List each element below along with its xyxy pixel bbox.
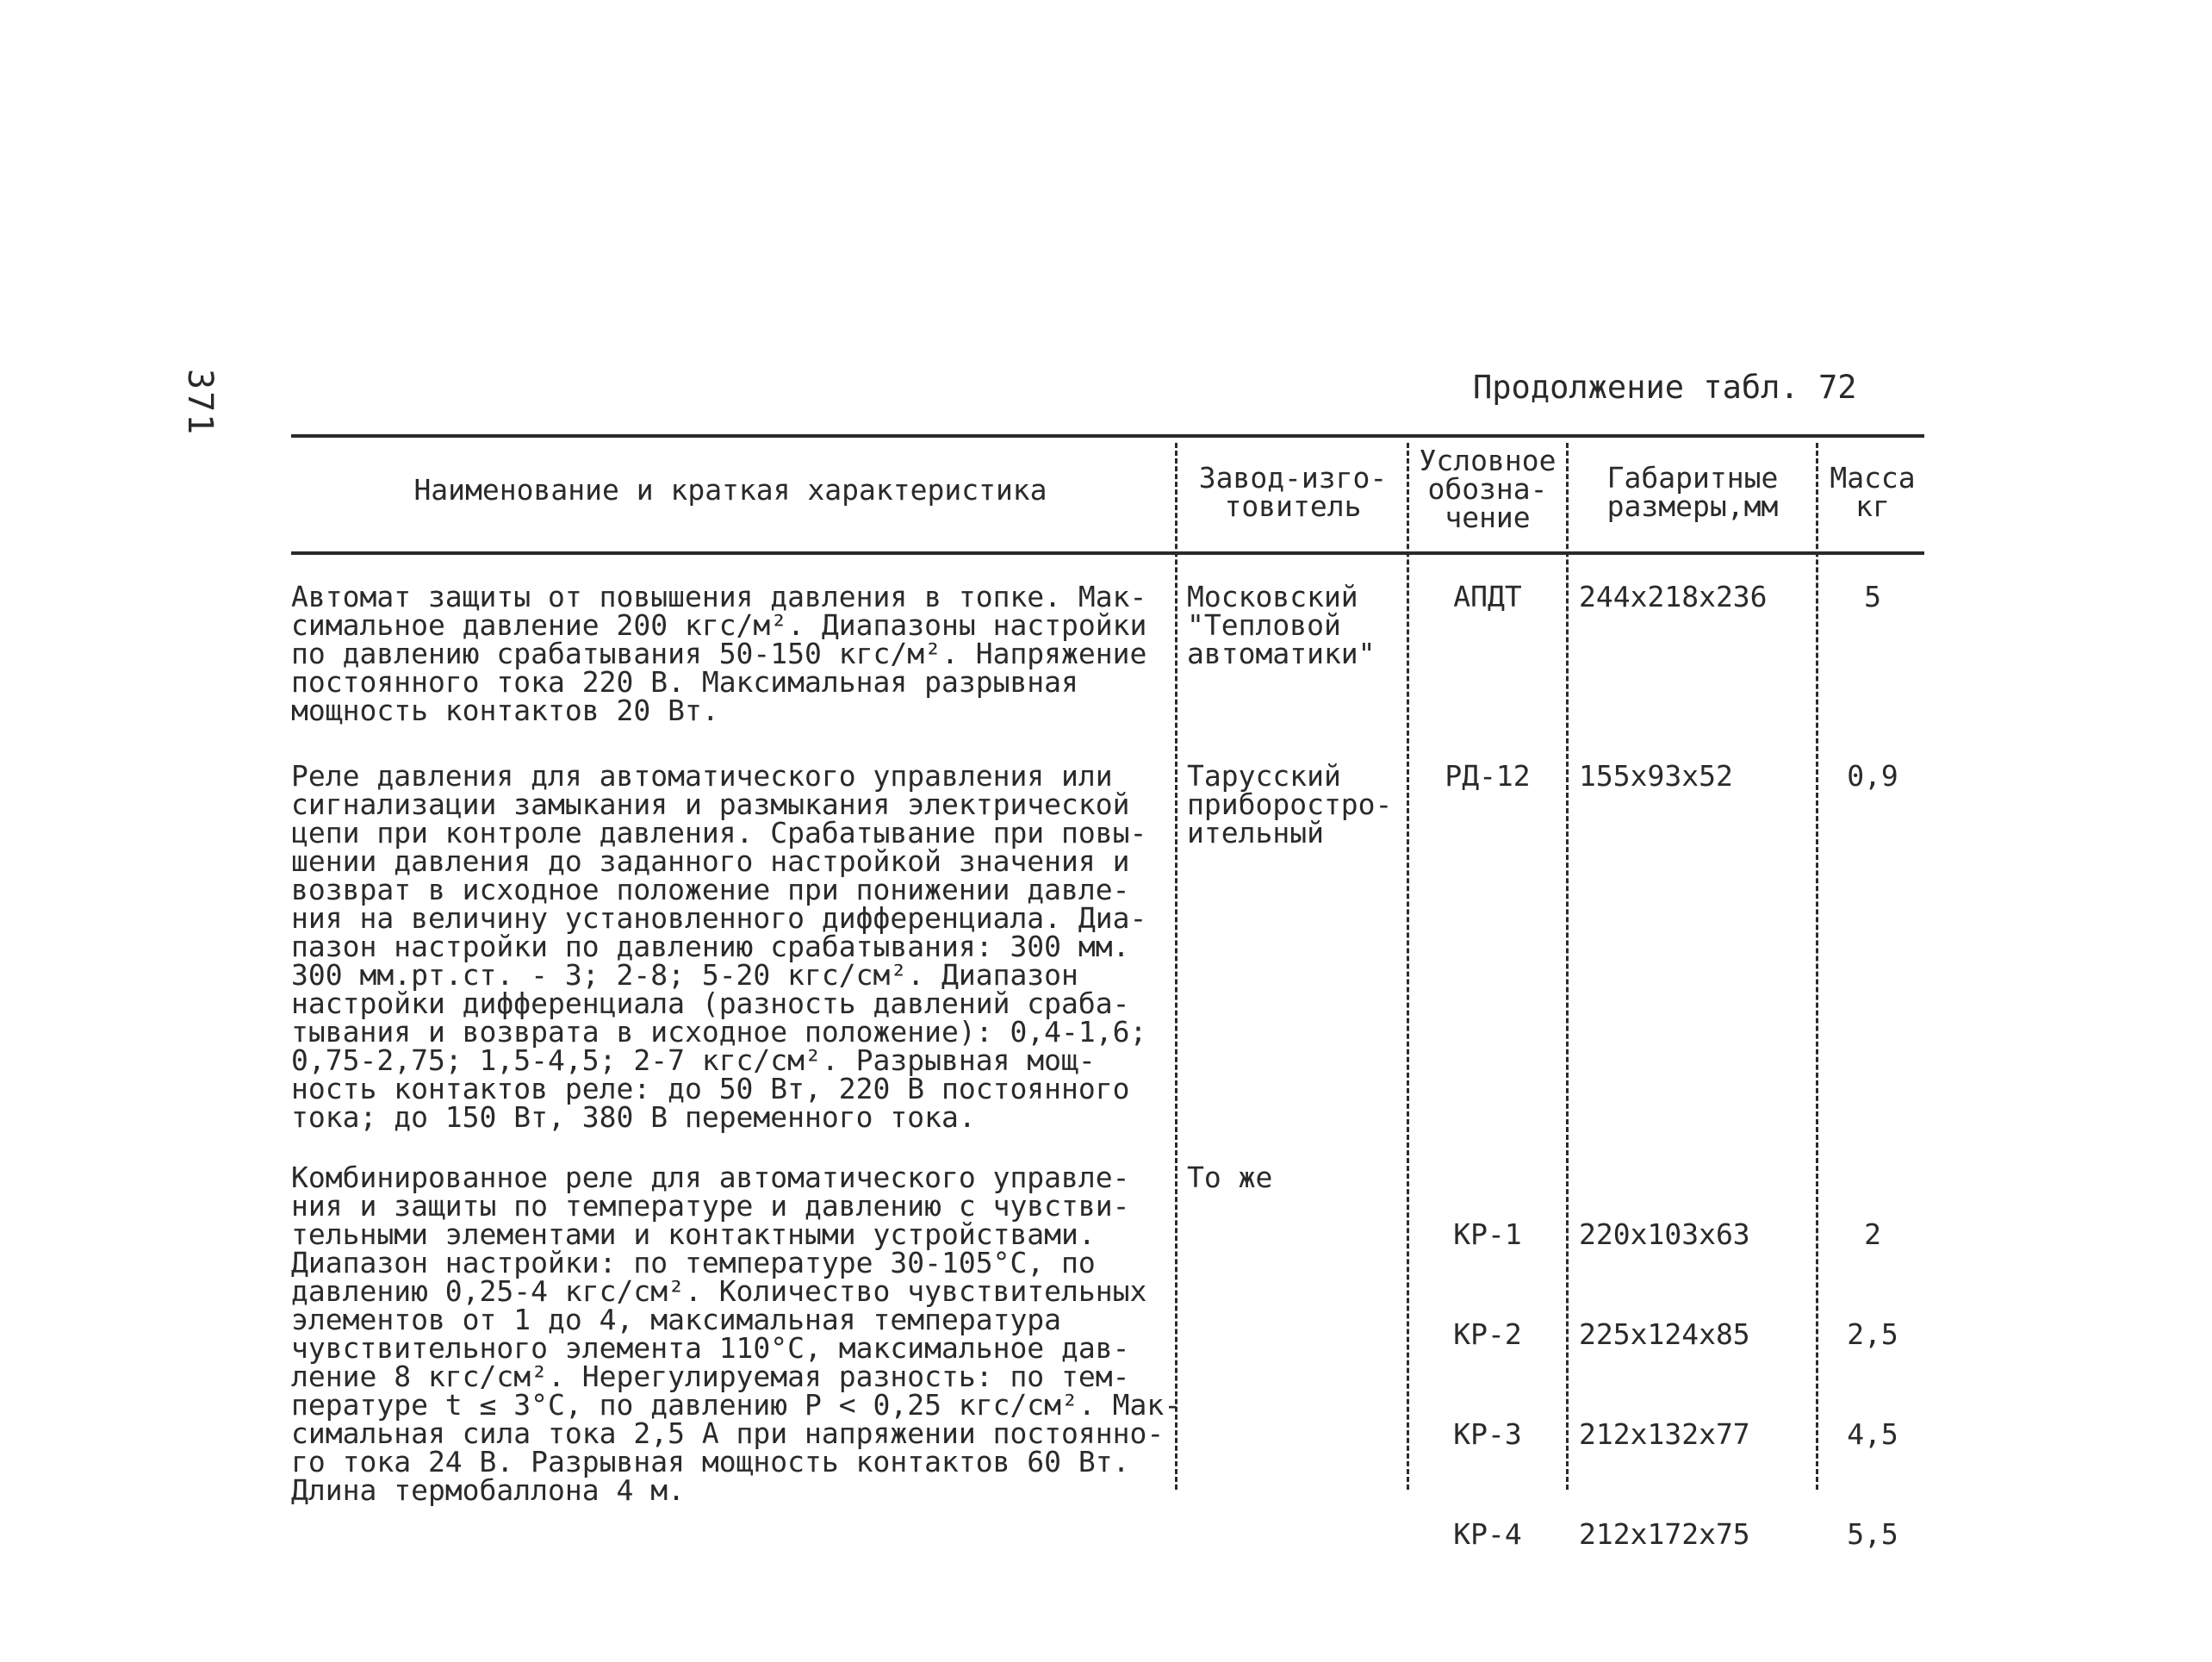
variant-designation: КР-4 bbox=[1453, 1517, 1522, 1551]
row1-description: Автомат защиты от повышения давления в топке. Мак- симальное давление 200 кгс/м². Диапазоны настройки по давлению срабатывания 50-150 кгс/м². Напряжение постоянного тока 220 В. Максимальная разрывная мощность контактов 20 Вт. bbox=[291, 580, 1147, 727]
variant-designation: КР-3 bbox=[1453, 1417, 1522, 1451]
variant-dimensions: 225х124х85 bbox=[1579, 1317, 1750, 1351]
row3-description: Комбинированное реле для автоматического управле- ния и защиты по температуре и давлению с чувстви- тельными элементами и контактными устройствами. Диапазон настройки: по температуре 30-105°С, по давлению 0,25-4 кгс/см². Количество чувствительных элементов от 1 до 4, максимальная температура чувствительного элемента 110°С, максимальное дав- ление 8 кгс/см². Нерегулируемая разность: по тем- пературе t ≤ 3°С, по давлению P < 0,25 кгс/см². Мак- симальная сила тока 2,5 А при напряжении постоянно- го тока 24 В. Разрывная мощность контактов 60 Вт. Длина термобаллона 4 м. bbox=[291, 1161, 1182, 1507]
variant-mass: 4,5 bbox=[1847, 1417, 1898, 1451]
header-bottom-rule bbox=[291, 551, 1924, 555]
column-separator bbox=[1407, 443, 1409, 1490]
variant-dimensions: 220х103х63 bbox=[1579, 1217, 1750, 1251]
variant-dimensions: 212х172х75 bbox=[1579, 1517, 1750, 1551]
row3-manufacturer: То же bbox=[1187, 1161, 1273, 1194]
variant-mass: 2 bbox=[1864, 1217, 1881, 1251]
table-caption: Продолжение табл. 72 bbox=[1473, 369, 1857, 406]
row2-manufacturer: Тарусский приборостро- ительный bbox=[1187, 759, 1393, 850]
row2-mass: 0,9 bbox=[1847, 759, 1898, 793]
table-top-rule bbox=[291, 434, 1924, 438]
row1-dimensions: 244х218х236 bbox=[1579, 580, 1768, 613]
row1-mass: 5 bbox=[1864, 580, 1881, 613]
column-separator bbox=[1566, 443, 1569, 1490]
row3-designations bbox=[1411, 1156, 1564, 1613]
page-number: 371 bbox=[180, 369, 220, 437]
header-name: Наименование и краткая характеристика bbox=[413, 473, 1047, 507]
header-mass: Масса кг bbox=[1830, 461, 1916, 523]
column-separator bbox=[1816, 443, 1818, 1490]
variant-dimensions: 212х132х77 bbox=[1579, 1417, 1750, 1451]
row2-dimensions: 155х93х52 bbox=[1579, 759, 1733, 793]
row3-mass bbox=[1821, 1156, 1924, 1613]
header-dimensions: Габаритные размеры,мм bbox=[1606, 461, 1779, 523]
variant-designation: КР-1 bbox=[1453, 1217, 1522, 1251]
row1-manufacturer: Московский "Тепловой автоматики" bbox=[1187, 580, 1376, 670]
row2-description: Реле давления для автоматического управления или сигнализации замыкания и размыкания электрической цепи при контроле давления. Срабатывание при повы- шении давления до заданного настройкой значения и возврат в исходное положение при понижении давле- ния на величину установленного дифференциала. Диа- пазон настройки по давлению срабатывания: 300 мм. 300 мм.рт.ст. - 3; 2-8; 5-20 кгс/см². Диапазон настройки дифференциала (разность давлений сраба- тывания и возврата в исходное положение): 0,4-1,6; 0,75-2,75; 1,5-4,5; 2-7 кгс/см². Разрывная мощ- ность контактов реле: до 50 Вт, 220 В постоянного тока; до 150 Вт, 380 В переменного тока. bbox=[291, 759, 1147, 1134]
variant-mass: 2,5 bbox=[1847, 1317, 1898, 1351]
header-manufacturer: Завод-изго- товитель bbox=[1198, 461, 1388, 523]
row3-dimensions bbox=[1579, 1156, 1750, 1613]
data-table bbox=[291, 434, 1924, 1551]
row2-designation: РД-12 bbox=[1445, 759, 1531, 793]
header-designation: Условное обозна- чение bbox=[1419, 444, 1556, 534]
variant-mass: 5,5 bbox=[1847, 1517, 1898, 1551]
row1-designation: АПДТ bbox=[1453, 580, 1522, 613]
variant-designation: КР-2 bbox=[1453, 1317, 1522, 1351]
